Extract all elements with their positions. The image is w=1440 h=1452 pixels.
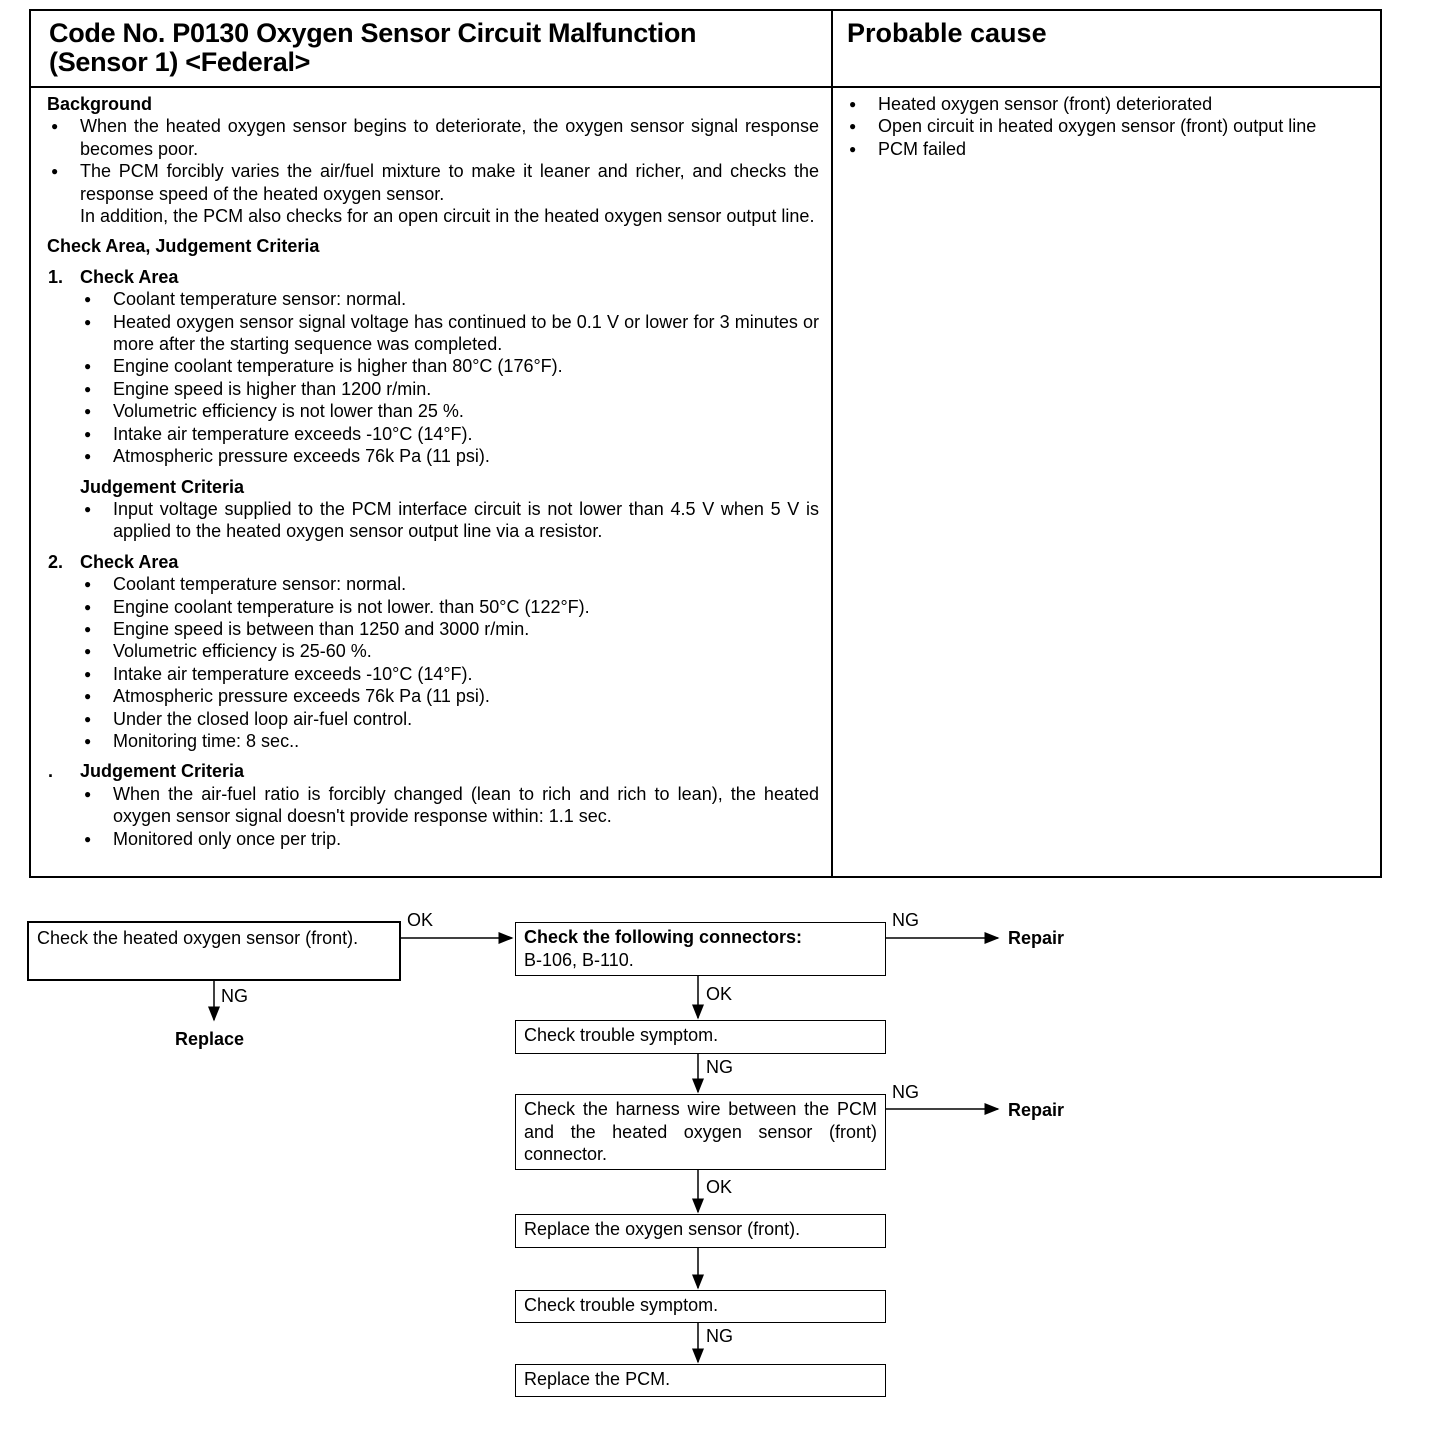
flow-box-replace-pcm: Replace the PCM. bbox=[515, 1364, 886, 1397]
replace-label: Replace bbox=[175, 1029, 245, 1049]
list-item: ● Atmospheric pressure exceeds 76k Pa (11 psi). bbox=[80, 685, 819, 707]
title-line: Code No. P0130 Oxygen Sensor Circuit Malfunction bbox=[49, 18, 697, 48]
list-item: ● Intake air temperature exceeds -10°C (14°F). bbox=[80, 663, 819, 685]
list-item: ● Volumetric efficiency is 25-60 %. bbox=[80, 640, 819, 662]
background-heading: Background bbox=[47, 94, 153, 114]
list-item: ● Heated oxygen sensor (front) deteriorated bbox=[845, 93, 1367, 115]
ng-label: NG bbox=[706, 1326, 733, 1346]
repair-label: Repair bbox=[1008, 928, 1065, 948]
list-item: ● Monitoring time: 8 sec.. bbox=[80, 730, 819, 752]
flow-box-check-sensor: Check the heated oxygen sensor (front). bbox=[27, 921, 401, 981]
background-note: In addition, the PCM also checks for an open circuit in the heated oxygen sensor output line. bbox=[80, 206, 815, 227]
list-item: ● Under the closed loop air-fuel control. bbox=[80, 708, 819, 730]
list-item: ● When the heated oxygen sensor begins to deteriorate, the oxygen sensor signal response becomes poor. bbox=[47, 115, 819, 160]
section-number: . bbox=[48, 761, 54, 782]
heading-text: Check Area bbox=[80, 266, 179, 287]
list-item: ● Volumetric efficiency is not lower than 25 %. bbox=[80, 400, 819, 422]
flow-box-check-harness: Check the harness wire between the PCM and the heated oxygen sensor (front) connector. bbox=[515, 1094, 886, 1170]
list-item: ● Atmospheric pressure exceeds 76k Pa (11 psi). bbox=[80, 445, 819, 467]
flow-box-replace-sensor: Replace the oxygen sensor (front). bbox=[515, 1214, 886, 1248]
repair-label: Repair bbox=[1008, 1100, 1065, 1120]
list-item: ● Engine coolant temperature is not lower. than 50°C (122°F). bbox=[80, 596, 819, 618]
list-item: ● Monitored only once per trip. bbox=[80, 828, 819, 850]
list-item: ● Engine speed is between than 1250 and 3000 r/min. bbox=[80, 618, 819, 640]
ok-label: OK bbox=[407, 910, 434, 930]
box-text: B-106, B-110. bbox=[524, 949, 634, 970]
ok-label: OK bbox=[706, 1177, 733, 1197]
list-item: ● The PCM forcibly varies the air/fuel mixture to make it leaner and richer, and checks the response speed of the heated oxygen sensor. bbox=[47, 160, 819, 205]
list-item: ● Coolant temperature sensor: normal. bbox=[80, 288, 819, 310]
list-item: ● Coolant temperature sensor: normal. bbox=[80, 573, 819, 595]
ng-label: NG bbox=[892, 1082, 919, 1102]
section-number: 2. bbox=[48, 551, 64, 572]
heading-text: Judgement Criteria bbox=[80, 761, 245, 782]
ng-label: NG bbox=[706, 1057, 733, 1077]
box-heading: Check the following connectors: bbox=[524, 927, 803, 947]
list-item: ● Intake air temperature exceeds -10°C (14°F). bbox=[80, 423, 819, 445]
list-item: ● Engine speed is higher than 1200 r/min. bbox=[80, 378, 819, 400]
title-line: (Sensor 1) <Federal> bbox=[49, 47, 311, 77]
list-item: ● Open circuit in heated oxygen sensor (front) output line bbox=[845, 115, 1367, 137]
flow-box-trouble-symptom-2: Check trouble symptom. bbox=[515, 1290, 886, 1323]
list-item: ● Input voltage supplied to the PCM interface circuit is not lower than 4.5 V when 5 V is applied to the heated oxygen sensor output line via a resistor. bbox=[80, 498, 819, 543]
list-item: ● PCM failed bbox=[845, 138, 1367, 160]
heading-text: Check Area bbox=[80, 551, 179, 572]
section-1-judge-heading: Judgement Criteria bbox=[80, 476, 245, 497]
criteria-heading: Check Area, Judgement Criteria bbox=[47, 236, 320, 257]
probable-cause-title: Probable cause bbox=[847, 18, 1047, 48]
flow-box-check-connectors bbox=[515, 922, 886, 976]
ok-label: OK bbox=[706, 984, 733, 1004]
ng-label: NG bbox=[221, 986, 248, 1006]
flow-box-trouble-symptom: Check trouble symptom. bbox=[515, 1020, 886, 1054]
list-item: ● When the air-fuel ratio is forcibly changed (lean to rich and rich to lean), the heated oxygen sensor signal doesn't provide response within: 1.1 sec. bbox=[80, 783, 819, 828]
section-number: 1. bbox=[48, 266, 64, 287]
list-item: ● Engine coolant temperature is higher than 80°C (176°F). bbox=[80, 355, 819, 377]
ng-label: NG bbox=[892, 910, 919, 930]
list-item: ● Heated oxygen sensor signal voltage has continued to be 0.1 V or lower for 3 minutes or more after the starting sequence was completed. bbox=[80, 311, 819, 356]
